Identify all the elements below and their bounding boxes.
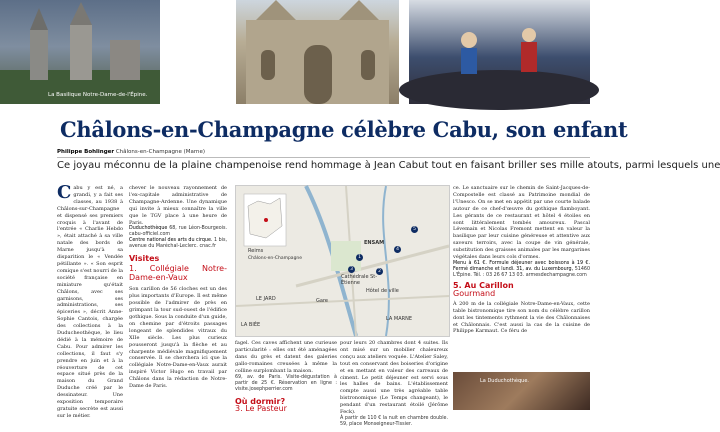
byline [57,149,205,155]
column-2-text-2: Son carillon de 56 cloches est un des plus importants d'Europe. Il est même possible de l'admirer de près en grimpant la tour sud-ouest de l'édifice gothique. Sous la conduite d'un guide, on chemine par d'étroits passages longeant de splendides vitraux du XIIe siècle. Les plus curieux pousseront jusqu'à la flèche et au charpente médiévale magnifiquement conservée. Il se cherchera ici que la collégiale Notre-Dame-en-Vaux aurait inspiré Victor Hugo en travail par Châlons dans la rédaction de Notre-Dame de Paris. [129,286,227,390]
section-visites-number: 1. [129,264,137,274]
headline: Châlons-en-Champagne célèbre Cabu, son enfant [60,117,628,142]
map-area-4: LA BIÉE [241,322,261,328]
right-photo-caption: La Duduchothèque. [480,378,529,384]
column-4 [340,340,448,432]
info-block [129,226,227,250]
column-5 [453,185,590,335]
section-dormir-name: Le Pasteur [245,404,287,414]
column-1-text: abu y est né, a grandi, y a fait ses classes, au 1938 à Châlons-sur-Champagne et dispensé ses premiers croquis à l'avant de l'entrée « Charlie Hebdo », était attaché à sa ville natale des bords de Marne jusqu'à sa disparition le « Vendée pétillante ». « Son esprit comique s'est nourri de la société française en miniature qu'était Châlons, avec ses garnisons, ses administrations, ses épiceries », décrit Anne-Sophie Cantois, chargée des collections à la Duducheothèque, le lieu dédié à la mémoire de Cabu. Pour admirer les collections, il faut s'y prendre en juin et à la réouverture de cet espace situé près de la maison du Grand Duduche créé par le dessinateur. Une exposition temporaire gratuite secrète est aussi sur le métier. [57,185,123,419]
section-visites-title: Visites [129,254,160,264]
section-visites-subtitle [129,264,227,282]
column-3-text: fagel. Ces caves affichent une curieuse particularité : elles ont été aménagées dans du grès et datent des galeries gallo-romaines creusées à même la colline surplombant la maison. [235,340,337,374]
column-2 [129,185,227,390]
photo-circus [409,0,590,104]
column-2-text: chever le nouveau rayonnement de l'ex-capitale administrative de Champagne-Ardenne. Une dynamique qui invite à mieux connaître la ville que le TGV place à une heure de Paris. [129,185,227,226]
section-dormir-subtitle [235,406,337,413]
section-gourmand-number: 5. [453,280,462,290]
map-pin-5[interactable]: 5 [411,226,418,233]
photo-circus-illustration [409,0,590,104]
map-river: LA MARNE [386,316,413,322]
info-name-2: Centre national des arts du cirque. [129,238,213,244]
column-5-info-line-2: 51460 L'Épine. Tél. : 03 26 67 13 03. [453,266,590,278]
column-4-info: À partir de 110 € la nuit en chambre double. 59, place Monseigneur-Tissier. [340,415,448,427]
map-pin-3[interactable]: 3 [348,266,355,273]
section-gourmand-name: Au Carillon [464,280,514,290]
map-drawing [236,186,449,336]
map-pin-4[interactable]: 4 [394,246,401,253]
photo-caption: La Basilique Notre-Dame-de-l'Épine. [48,92,148,98]
map-pin-2[interactable]: 2 [376,268,383,275]
city-map [235,185,450,337]
info-address: 68, rue Léon-Bourgeois. [169,226,227,232]
column-1 [57,182,123,420]
section-gourmand-subtitle: Gourmand [453,288,496,298]
column-5-info-line-1: Menu à 61 €. Formule déjeuner avec boissons à 19 €. Fermé dimanche et lundi. 31, av. du Luxembourg, [453,260,590,272]
column-3-info: 69, av. de Paris. Visite-dégustation à partir de 25 €. Réservation en ligne : visite.josephperrier.com [235,374,337,392]
map-inset-city-2: Châlons-en-Champagne [248,256,303,261]
info-web[interactable]: cabu-officiel.com [129,232,171,238]
map-road: Gare [316,298,328,304]
column-4-text: pour leurs 20 chambres dont 4 suites. Ils ont misé sur un mobilier chaleureux conçu aux ateliers voquée. L'Atelier Saley, tout en conservant des boiseries d'origine et en mettant en valeur des carreaux de ciment. Le petit déjeuner est servi sous les halles de bains. L'établissement compte aussi une très agréable table bistronomique (Le Temps changeant), le pendant d'un restaurant étoilé (Jérôme Feck). [340,340,448,416]
map-inset-city: Reims [248,248,264,254]
map-street: LE JARD [256,296,276,302]
section-visites-name: Collégiale Notre-Dame-en-Vaux [129,264,227,283]
dropcap: C [57,182,72,203]
map-area-1: ENSAM [364,240,385,246]
column-5-text-2: À 200 m de la collégiale Notre-Dame-en-Vaux, cette table bistronomique tire son nom du célèbre carillon dont les tintements rythment la vie des Châlonnaises et Châlonnais. C'est aussi la cas de la cuisine de Philippe Karmaut. Ce féru de [453,300,590,335]
photo-cathedral [236,0,399,104]
column-3 [235,340,337,413]
column-5-text: ce. Le sanctuaire sur le chemin de Saint-Jacques-de-Compostelle est classé au Patrimoine mondial de l'Unesco. On se met en appétit par une courte balade autour de ce chef-d'œuvre du gothique flamboyant. Les gérants de ce restaurant et hôtel 4 étoiles en sont littéralement tombés amoureux. Pascal Lévemain et Nicolas Fremont mettent en valeur la basilique par leur cuisine généreuse et attentive aux saveurs terroirs, avec la coupe de vin générale, substitution des graisses animales par les margarines végétales dans leurs cols d'ormes. [453,185,590,261]
photo-basilica-illustration [0,0,160,104]
byline-location: Châlons-en-Champagne (Marne) [115,149,206,155]
column-5-info [453,261,590,279]
byline-author: Philippe Bohlinger [57,149,115,155]
photo-strip [0,0,590,104]
info-name: Duduchothèque [129,226,168,232]
map-area-2: Cathédrale St-Étienne [341,274,378,286]
photo-basilica [0,0,160,104]
photo-cathedral-illustration [236,0,399,104]
column-5-info-web[interactable]: armesdechampagne.com [525,272,587,278]
map-pin-1[interactable]: 1 [356,254,363,261]
map-area-3: Hôtel de ville [366,288,399,294]
divider [57,157,590,158]
section-dormir-title: Où dormir? [235,396,286,406]
section-dormir-number: 3. [235,404,243,414]
info-address-2: 1 bis, avenue du Maréchal-Leclerc. cnac.fr [129,238,227,250]
standfirst: Ce joyau méconnu de la plaine champenoise rend hommage à Jean Cabut tout en faisant briller ses mille atouts, parmi lesquels une [57,160,720,171]
